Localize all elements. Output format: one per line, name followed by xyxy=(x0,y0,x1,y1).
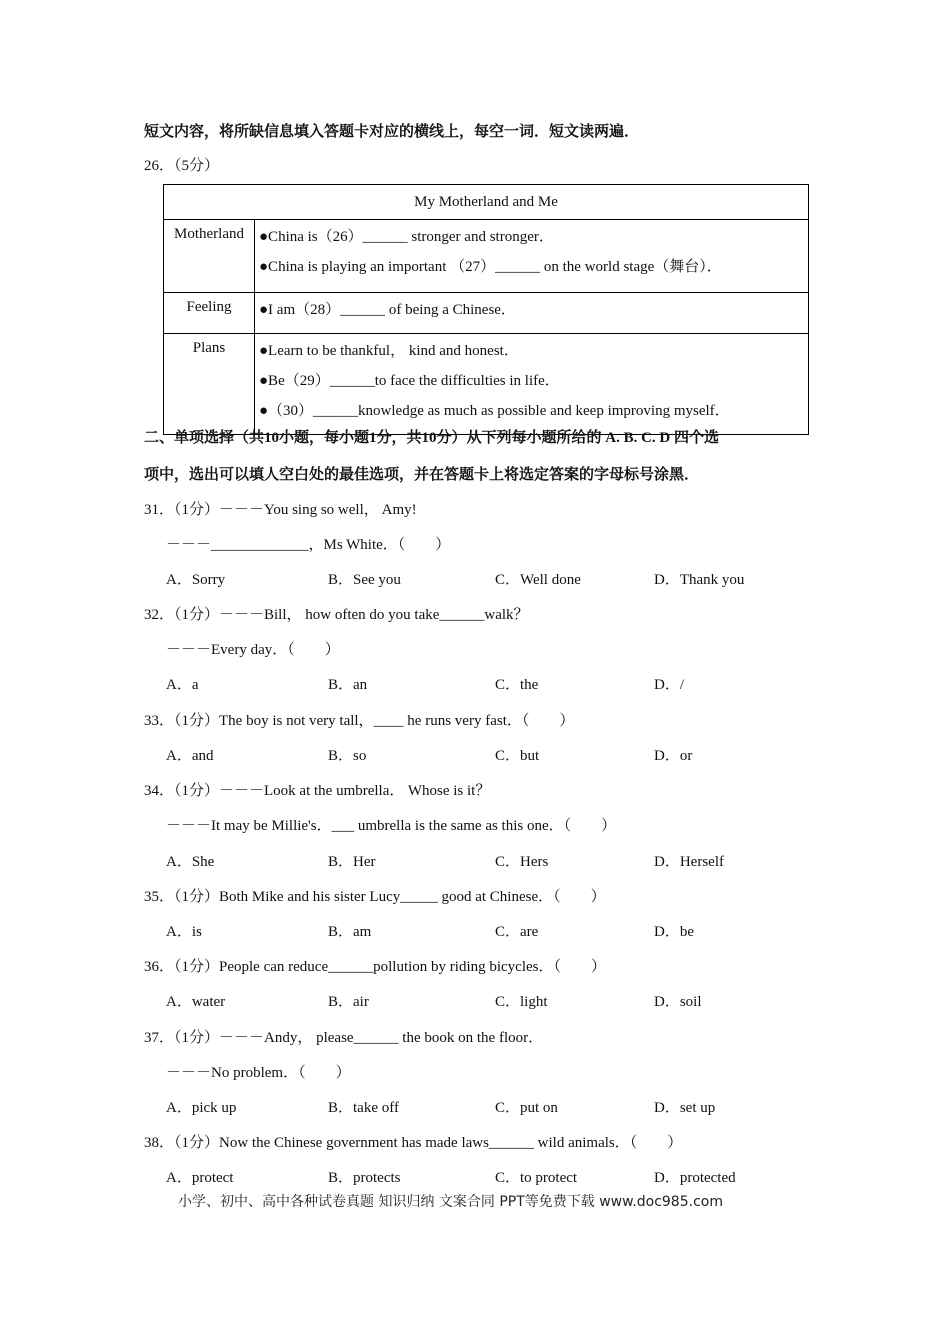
option-d[interactable]: D．or xyxy=(654,748,693,764)
option-b[interactable]: B．am xyxy=(328,924,372,940)
question-32: 32．（1分）－－－Bill， how often do you take______walk？ xyxy=(144,607,529,623)
row-label-feeling: Feeling xyxy=(164,293,255,334)
question-34: 34．（1分）－－－Look at the umbrella． Whose is it？ xyxy=(144,783,491,799)
feeling-line-1: ●I am（28）______ of being a Chinese． xyxy=(259,302,516,318)
row-content-feeling xyxy=(255,293,809,334)
motherland-line-2: ●China is playing an important （27）______ on the world stage（舞台）． xyxy=(259,259,722,275)
option-b[interactable]: B．an xyxy=(328,677,368,693)
option-a[interactable]: A．She xyxy=(166,854,215,870)
table-title: My Motherland and Me xyxy=(164,185,809,220)
option-c[interactable]: C．put on xyxy=(495,1100,558,1116)
row-content-plans xyxy=(255,334,809,435)
question-33: 33．（1分）The boy is not very tall，____ he runs very fast．（ ） xyxy=(144,713,575,729)
question-38-options xyxy=(166,1166,806,1188)
section-intro: 短文内容，将所缺信息填入答题卡对应的横线上，每空一词．短文读两遍． xyxy=(144,124,640,140)
option-a[interactable]: A．pick up xyxy=(166,1100,237,1116)
option-c[interactable]: C．the xyxy=(495,677,539,693)
section-2-instructions-line-2: 项中，选出可以填人空白处的最佳选项，并在答题卡上将选定答案的字母标号涂黑． xyxy=(144,467,700,483)
section-2-instructions-line-1: 二、单项选择（共10小题，每小题1分，共10分）从下列每小题所给的 A. B. C. D 四个选 xyxy=(144,430,720,446)
option-c[interactable]: C．but xyxy=(495,748,540,764)
option-c[interactable]: C．Well done xyxy=(495,572,581,588)
option-a[interactable]: A．a xyxy=(166,677,199,693)
question-37-response: －－－No problem．（ ） xyxy=(166,1065,351,1081)
row-content-motherland xyxy=(255,220,809,293)
row-label-plans: Plans xyxy=(164,334,255,435)
question-36: 36．（1分）People can reduce______pollution by riding bicycles．（ ） xyxy=(144,959,607,975)
question-35: 35．（1分）Both Mike and his sister Lucy_____ good at Chinese．（ ） xyxy=(144,889,606,905)
question-34-response: －－－It may be Millie's．___ umbrella is the same as this one．（ ） xyxy=(166,818,617,834)
option-d[interactable]: D．soil xyxy=(654,994,702,1010)
option-c[interactable]: C．Hers xyxy=(495,854,549,870)
question-32-response: －－－Every day．（ ） xyxy=(166,642,340,658)
row-label-motherland: Motherland xyxy=(164,220,255,293)
option-b[interactable]: B．so xyxy=(328,748,367,764)
option-c[interactable]: C．to protect xyxy=(495,1170,578,1186)
question-26-header: 26．（5分） xyxy=(144,158,220,174)
motherland-line-1: ●China is（26）______ stronger and stronger． xyxy=(259,229,554,245)
option-a[interactable]: A．Sorry xyxy=(166,572,226,588)
option-d[interactable]: D．Herself xyxy=(654,854,724,870)
option-a[interactable]: A．and xyxy=(166,748,214,764)
option-a[interactable]: A．protect xyxy=(166,1170,234,1186)
option-b[interactable]: B．air xyxy=(328,994,369,1010)
question-37-options xyxy=(166,1096,806,1118)
plans-line-1: ●Learn to be thankful， kind and honest． xyxy=(259,343,519,359)
option-d[interactable]: D．be xyxy=(654,924,694,940)
motherland-table xyxy=(163,184,809,435)
question-31-response: －－－_____________，Ms White．（ ） xyxy=(166,537,451,553)
footer-watermark-text: 小学、初中、高中各种试卷真题 知识归纳 文案合同 PPT等免费下载 www.doc985.com xyxy=(178,1194,723,1210)
option-a[interactable]: A．water xyxy=(166,994,226,1010)
option-c[interactable]: C．are xyxy=(495,924,539,940)
option-d[interactable]: D．Thank you xyxy=(654,572,745,588)
option-b[interactable]: B．Her xyxy=(328,854,376,870)
plans-line-3: ●（30）______knowledge as much as possible and keep improving myself． xyxy=(259,403,730,419)
option-d[interactable]: D．protected xyxy=(654,1170,736,1186)
option-b[interactable]: B．See you xyxy=(328,572,401,588)
question-37: 37．（1分）－－－Andy， please______ the book on the floor． xyxy=(144,1030,544,1046)
option-d[interactable]: D．/ xyxy=(654,677,685,693)
question-31-options xyxy=(166,568,806,590)
question-38: 38．（1分）Now the Chinese government has made laws______ wild animals．（ ） xyxy=(144,1135,683,1151)
option-a[interactable]: A．is xyxy=(166,924,202,940)
question-31: 31．（1分）－－－You sing so well， Amy! xyxy=(144,502,417,518)
question-35-options xyxy=(166,920,806,942)
option-b[interactable]: B．take off xyxy=(328,1100,399,1116)
question-34-options xyxy=(166,850,806,872)
option-c[interactable]: C．light xyxy=(495,994,548,1010)
question-32-options xyxy=(166,673,806,695)
question-36-options xyxy=(166,990,806,1012)
option-b[interactable]: B．protects xyxy=(328,1170,401,1186)
question-33-options xyxy=(166,744,806,766)
option-d[interactable]: D．set up xyxy=(654,1100,716,1116)
plans-line-2: ●Be（29）______to face the difficulties in life． xyxy=(259,373,560,389)
